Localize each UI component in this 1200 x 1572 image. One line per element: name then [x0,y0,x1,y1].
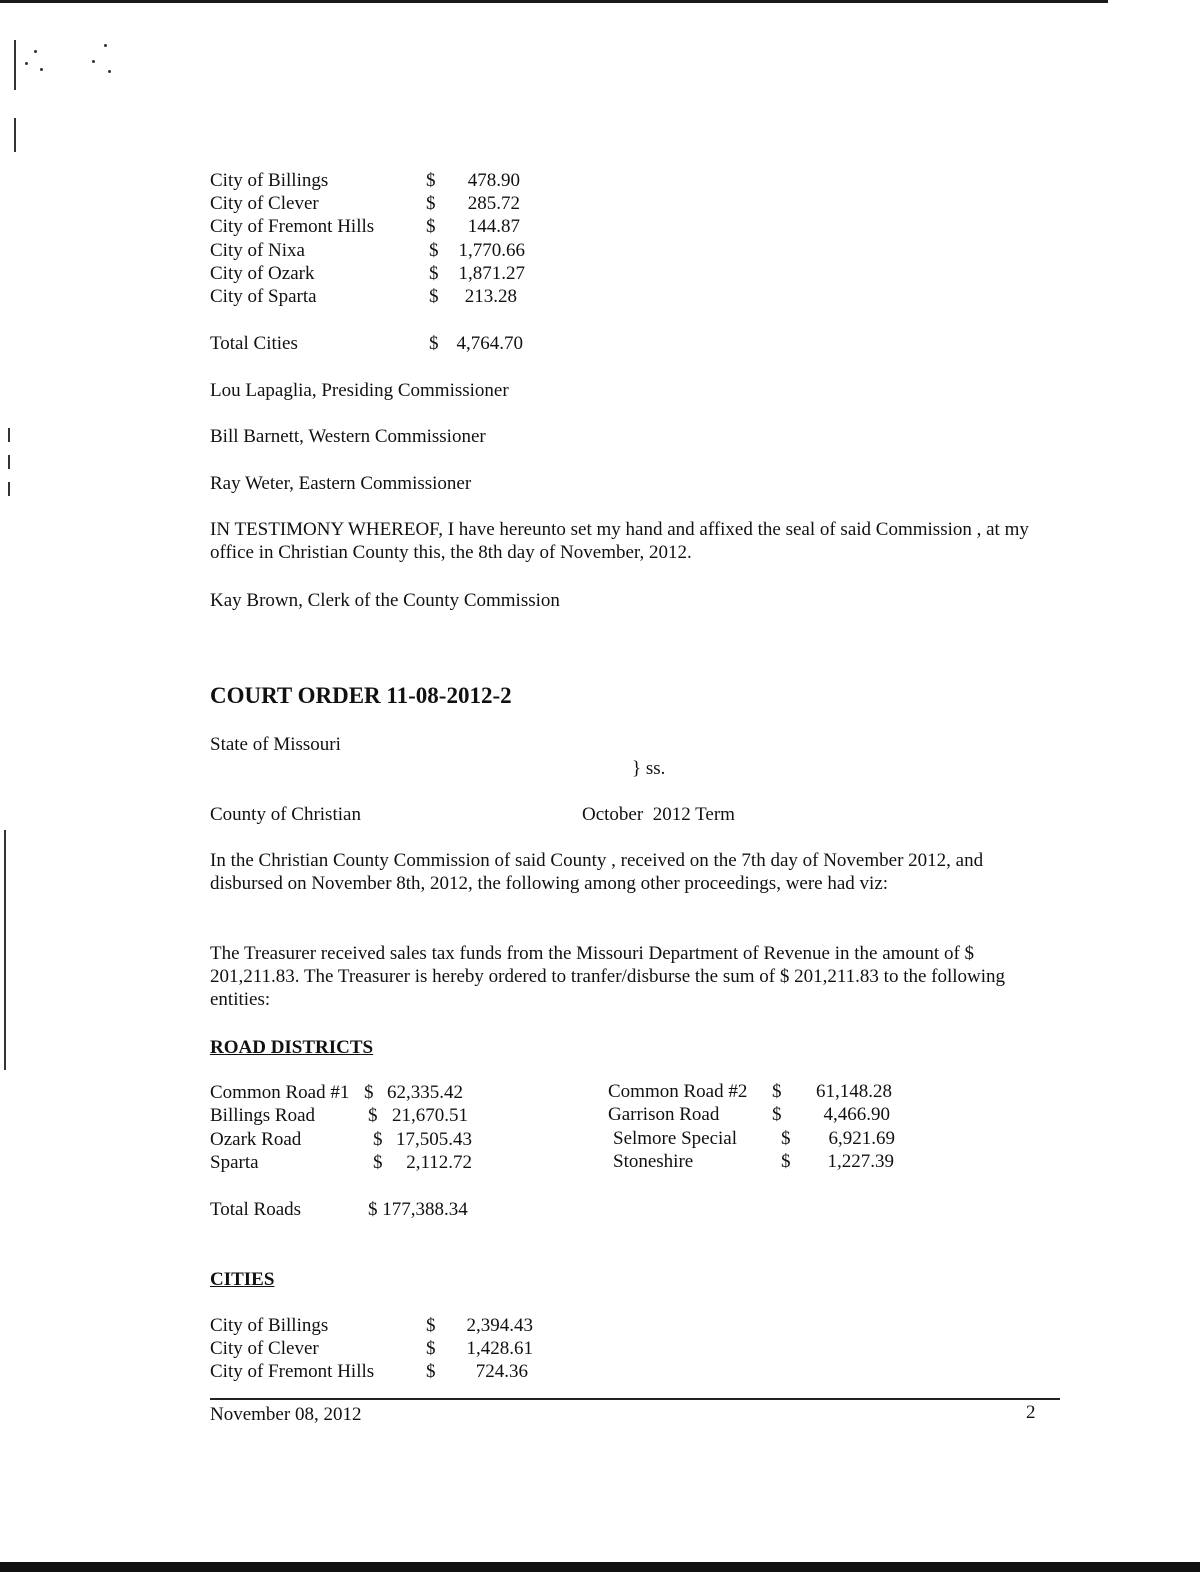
intro-paragraph: In the Christian County Commission of said County , received on the 7th day of November 2012, and disbursed on November 8th, 2012, the following among other proceedings, were had viz: [210,850,984,894]
commissioner-presiding: Lou Lapaglia, Presiding Commissioner [210,380,509,401]
treasurer-paragraph: The Treasurer received sales tax funds from the Missouri Department of Revenue in the amount of $ 201,211.83. The Treasurer is hereby ordered to tranfer/disburse the sum of $ 201,211.83 to the following entities: [210,943,1006,1010]
footer-date: November 08, 2012 [210,1404,362,1425]
currency-sign: $ [373,1152,383,1173]
currency-sign: $ [364,1082,374,1103]
road-districts-heading: ROAD DISTRICTS [210,1037,374,1058]
list-item [210,1360,528,1383]
list-item [613,1127,895,1150]
currency-sign: $ [426,1338,436,1359]
city-amount: 2,394.43 [466,1315,533,1336]
total-roads-label: Total Roads [210,1199,302,1220]
city-name: City of Fremont Hills [210,1361,375,1382]
list-item [210,1151,472,1174]
scan-mark [4,830,6,1070]
footer-rule [210,1398,1060,1400]
city-amount: 724.36 [475,1361,528,1382]
scan-speck [40,68,43,71]
list-item [210,1128,472,1151]
list-item [210,215,520,238]
list-item [210,239,525,262]
city-name: City of Billings [210,1315,329,1336]
total-cities-row [210,332,523,355]
road-name: Common Road #1 [210,1082,350,1103]
currency-sign: $ [373,1129,383,1150]
road-amount: 6,921.69 [828,1128,895,1149]
currency-sign: $ [426,1315,436,1336]
list-item [210,1337,533,1360]
road-name: Stoneshire [613,1151,694,1172]
road-amount: 17,505.43 [396,1129,472,1150]
currency-sign: $ [429,286,439,307]
scan-speck [25,62,28,65]
currency-sign: $ [781,1128,791,1149]
commissioner-eastern: Ray Weter, Eastern Commissioner [210,473,472,494]
city-amount: 213.28 [464,286,517,307]
road-amount: 62,335.42 [387,1082,463,1103]
scan-mark [8,428,10,442]
list-item [210,1104,472,1127]
scan-mark [14,118,16,152]
scan-mark [8,455,10,469]
scan-speck [34,50,37,53]
scan-speck [92,60,95,63]
road-amount: 21,670.51 [392,1105,468,1126]
scan-edge-top [0,0,1108,3]
road-amount: 4,466.90 [823,1104,890,1125]
county-label: County of Christian [210,804,361,825]
city-name: City of Nixa [210,240,305,261]
city-amount: 1,871.27 [458,263,525,284]
commissioner-western: Bill Barnett, Western Commissioner [210,426,486,447]
city-name: City of Sparta [210,286,317,307]
city-amount: 285.72 [467,193,520,214]
currency-sign: $ [426,193,436,214]
road-name: Common Road #2 [608,1081,748,1102]
total-roads-amount: $ 177,388.34 [368,1199,468,1220]
currency-sign: $ [772,1104,782,1125]
list-item [608,1103,890,1126]
city-amount: 478.90 [467,170,520,191]
currency-sign: $ [781,1151,791,1172]
currency-sign: $ [426,170,436,191]
currency-sign: $ [426,216,436,237]
scan-mark [14,40,16,90]
total-amount: 4,764.70 [456,333,523,354]
city-name: City of Clever [210,193,319,214]
road-name: Selmore Special [613,1128,737,1149]
list-item [210,1081,472,1104]
cities-heading: CITIES [210,1269,275,1290]
city-name: City of Clever [210,1338,319,1359]
list-item [613,1150,894,1173]
ss-bracket: } ss. [632,758,666,779]
city-amount: 1,428.61 [466,1338,533,1359]
list-item [210,169,520,192]
total-label: Total Cities [210,333,298,354]
road-name: Billings Road [210,1105,316,1126]
currency-sign: $ [368,1105,378,1126]
testimony-paragraph: IN TESTIMONY WHEREOF, I have hereunto set my hand and affixed the seal of said Commission , at my office in Christian County this, the 8th day of November, 2012. [210,519,1029,563]
road-name: Sparta [210,1152,259,1173]
list-item [210,1314,533,1337]
currency-sign: $ [426,1361,436,1382]
state-label: State of Missouri [210,734,341,755]
road-amount: 61,148.28 [816,1081,892,1102]
road-amount: 2,112.72 [406,1152,472,1173]
city-amount: 144.87 [467,216,520,237]
scan-speck [104,44,107,47]
list-item [210,285,517,308]
scan-edge-bottom [0,1562,1200,1572]
page-number: 2 [1026,1402,1036,1423]
currency-sign: $ [429,240,439,261]
city-name: City of Fremont Hills [210,216,375,237]
scan-speck [108,70,111,73]
city-name: City of Ozark [210,263,315,284]
city-amount: 1,770.66 [458,240,525,261]
list-item [608,1080,892,1103]
term-label: October 2012 Term [582,804,735,825]
clerk-signature-line: Kay Brown, Clerk of the County Commission [210,590,560,611]
road-amount: 1,227.39 [827,1151,894,1172]
list-item [210,192,520,215]
scan-mark [8,482,10,496]
list-item [210,262,525,285]
currency-sign: $ [772,1081,782,1102]
road-name: Ozark Road [210,1129,302,1150]
currency-sign: $ [429,333,439,354]
currency-sign: $ [429,263,439,284]
city-name: City of Billings [210,170,329,191]
road-name: Garrison Road [608,1104,720,1125]
court-order-title: COURT ORDER 11-08-2012-2 [210,683,512,708]
